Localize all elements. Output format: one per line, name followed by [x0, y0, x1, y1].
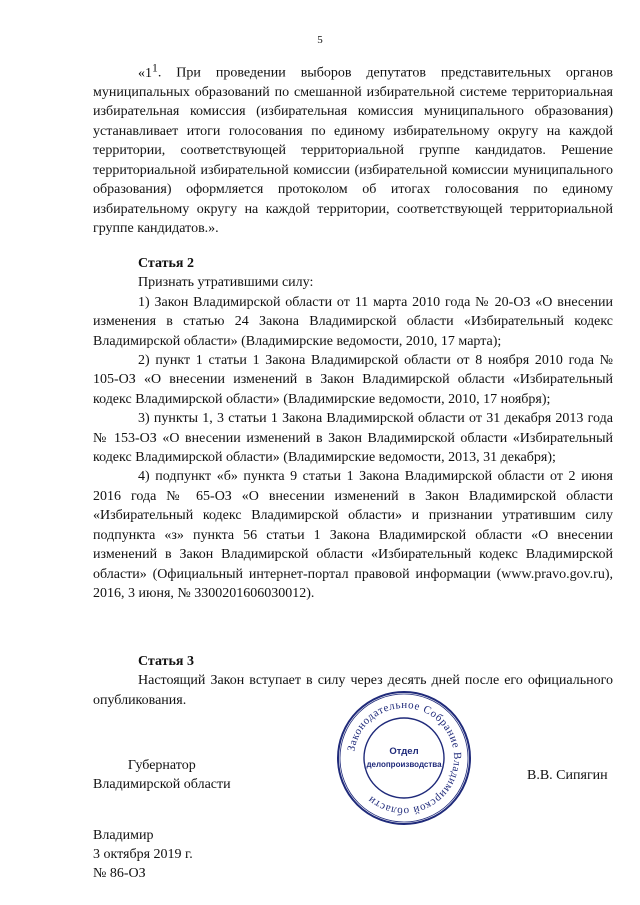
- article-2-intro: Признать утратившими силу:: [138, 275, 314, 291]
- stamp-center-line-1: Отдел: [389, 746, 419, 757]
- footer-city: Владимир: [93, 828, 154, 843]
- footer-number: № 86-ОЗ: [93, 866, 146, 881]
- page-number: 5: [317, 34, 323, 46]
- position-line-2: Владимирской области: [93, 777, 231, 793]
- article-2-item-1: 1) Закон Владимирской области от 11 марта 2010 года № 20-ОЗ «О внесении изменения в статью 24 Закона Владимирской области «Избирательный кодекс Владимирской области» (Владимирские ведомости, 2010, 17 марта);: [93, 294, 613, 349]
- quoted-paragraph: [93, 58, 613, 238]
- amendment-text: [93, 58, 613, 238]
- position-line-1: Губернатор: [127, 758, 196, 773]
- quote-body: . При проведении выборов депутатов представительных органов муниципальных образований по смешанной избирательной системе территориальная избирательная комиссия (избирательная комиссия муниципального образования) устанавливает итоги голосования по единому избирательному округу на каждой территории, соответствующей территориальной группе кандидатов. Решение территориальной избирательной комиссии (избирательной комиссии муниципального образования) оформляется протоколом об итогах голосования по единому избирательному округу на каждой территории, соответствующей территориальной группе кандидатов.».: [93, 65, 613, 236]
- stamp-ring-text: Законодательное Собрание Владимирской области: [345, 698, 464, 818]
- signatory-position: [93, 756, 231, 795]
- stamp-seal-icon: [334, 688, 474, 828]
- article-3-title: Статья 3: [138, 654, 194, 669]
- article-2-item-3: 3) пункты 1, 3 статьи 1 Закона Владимирской области от 31 декабря 2013 года № 153-ОЗ «О внесении изменений в Закон Владимирской области «Избирательный кодекс Владимирской области» (Владимирские ведомости, 2013, 31 декабря);: [93, 411, 613, 466]
- quote-open: «$1^1$: [138, 61, 158, 81]
- official-stamp: [334, 688, 474, 828]
- article-3-text: Настоящий Закон вступает в силу через десять дней после его официального опубликования.: [93, 673, 613, 708]
- article-2-title: Статья 2: [138, 256, 194, 271]
- svg-text:Законодательное Собрание Влади: [345, 699, 463, 817]
- footer-date: 3 октября 2019 г.: [93, 847, 193, 862]
- document-footer: [93, 826, 193, 883]
- stamp-center-line-2: делопроизводства: [366, 760, 442, 769]
- article-2-item-4: 4) подпункт «б» пункта 9 статьи 1 Закона Владимирской области от 2 июня 2016 года № 65-ОЗ «О внесении изменений в Закон Владимирской области «Избирательный кодекс Владимирской области» и признании утратившим силу подпункта «з» пункта 56 статьи 1 Закона Владимирской области «О внесении изменений в Закон Владимирской области «Избирательный кодекс Владимирской области» (Официальный интернет-портал правовой информации (www.pravo.gov.ru), 2016, 3 июня, № 3300201606030012).: [93, 469, 613, 601]
- signatory-name: В.В. Сипягин: [527, 768, 608, 783]
- article-2-item-2: 2) пункт 1 статьи 1 Закона Владимирской области от 8 ноября 2010 года № 105-ОЗ «О внесении изменений в Закон Владимирской области «Избирательный кодекс Владимирской области» (Владимирские ведомости, 2010, 17 ноября);: [93, 353, 613, 407]
- article-2: [93, 254, 613, 603]
